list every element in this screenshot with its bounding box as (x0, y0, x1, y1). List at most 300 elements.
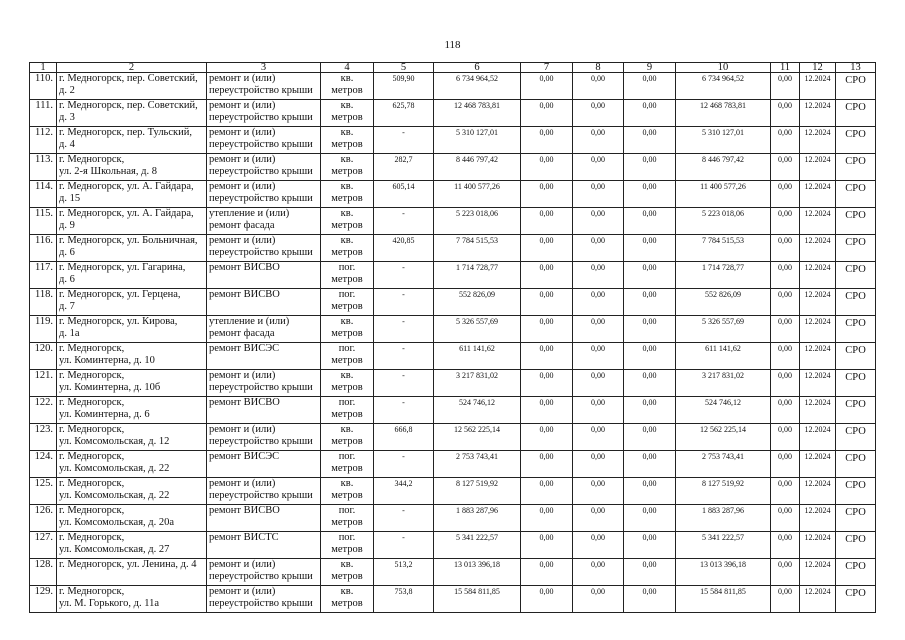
cost-col7-line: 0,00 (539, 506, 554, 515)
work-type-cell (207, 208, 321, 235)
column-header-9: 9 (624, 63, 676, 73)
address-line: г. Медногорск, (59, 397, 125, 408)
area-cell (374, 532, 434, 559)
cost-col11-line: 0,00 (778, 452, 792, 461)
row-number-line: 118. (35, 289, 53, 300)
row-number-line: 129. (34, 586, 53, 597)
cost-col11-line: 0,00 (778, 74, 792, 83)
deadline-cell (800, 505, 836, 532)
row-number-line: 127. (34, 532, 53, 543)
funding-source-line: СРО (845, 318, 866, 329)
unit-cell (321, 316, 374, 343)
cost-col10-line: 524 746,12 (705, 398, 741, 407)
address-cell (57, 289, 207, 316)
cost-col7-cell (521, 397, 573, 424)
funding-source-line: СРО (845, 372, 866, 383)
cost-col9-cell (624, 127, 676, 154)
work-type-line: ремонт ВИСЭС (209, 451, 280, 462)
work-type-line: переустройство крыши (209, 382, 313, 393)
funding-source-cell (836, 532, 876, 559)
deadline-line: 12.2024 (804, 101, 831, 110)
funding-source-cell (836, 289, 876, 316)
cost-col8-cell (573, 424, 624, 451)
deadline-line: 12.2024 (804, 263, 831, 272)
cost-col9-line: 0,00 (642, 398, 657, 407)
cost-col8-line: 0,00 (591, 560, 605, 569)
column-header-4: 4 (321, 63, 374, 73)
cost-col11-line: 0,00 (778, 290, 792, 299)
table-row (30, 343, 876, 370)
unit-cell (321, 532, 374, 559)
unit-line: кв. (340, 208, 354, 219)
total-cost-cell (434, 127, 521, 154)
row-number-line: 111. (35, 100, 53, 111)
column-number-row (30, 63, 876, 73)
page-number: 118 (444, 39, 461, 51)
address-line: д. 9 (59, 220, 75, 231)
funding-source-line: СРО (845, 345, 866, 356)
cost-col9-line: 0,00 (642, 479, 657, 488)
cost-col7-line: 0,00 (539, 74, 554, 83)
cost-col10-cell (676, 397, 771, 424)
cost-col10-cell (676, 127, 771, 154)
cost-col9-line: 0,00 (642, 587, 657, 596)
row-number-cell (30, 100, 57, 127)
area-cell (374, 262, 434, 289)
area-line: 344,2 (394, 479, 413, 488)
cost-col7-cell (521, 262, 573, 289)
cost-col8-line: 0,00 (591, 317, 605, 326)
cost-col7-line: 0,00 (539, 425, 554, 434)
unit-cell (321, 100, 374, 127)
total-cost-cell (434, 208, 521, 235)
cost-col11-cell (771, 397, 800, 424)
table-row (30, 505, 876, 532)
work-type-line: ремонт ВИСВО (209, 262, 280, 273)
area-cell (374, 208, 434, 235)
cost-col7-cell (521, 478, 573, 505)
deadline-cell (800, 235, 836, 262)
unit-cell (321, 289, 374, 316)
funding-source-cell (836, 181, 876, 208)
total-cost-cell (434, 451, 521, 478)
funding-source-cell (836, 451, 876, 478)
deadline-cell (800, 154, 836, 181)
work-type-cell (207, 424, 321, 451)
table-row (30, 586, 876, 613)
funding-source-line: СРО (845, 588, 866, 599)
cost-col11-line: 0,00 (778, 560, 792, 569)
unit-line: метров (331, 355, 363, 366)
funding-source-cell (836, 127, 876, 154)
cost-col10-line: 13 013 396,18 (700, 560, 746, 569)
deadline-cell (800, 478, 836, 505)
total-cost-line: 15 584 811,85 (454, 587, 500, 596)
row-number-cell (30, 316, 57, 343)
cost-col7-cell (521, 289, 573, 316)
area-cell (374, 397, 434, 424)
cost-col7-line: 0,00 (539, 344, 554, 353)
unit-cell (321, 478, 374, 505)
work-type-line: ремонт и (или) (209, 73, 276, 84)
cost-col10-line: 8 127 519,92 (702, 479, 744, 488)
cost-col10-cell (676, 424, 771, 451)
deadline-line: 12.2024 (804, 344, 831, 353)
deadline-cell (800, 127, 836, 154)
cost-col10-cell (676, 451, 771, 478)
table-body (30, 73, 876, 613)
total-cost-line: 12 468 783,81 (454, 101, 500, 110)
funding-source-line: СРО (845, 129, 866, 140)
address-line: г. Медногорск, пер. Советский, (59, 73, 198, 84)
cost-col9-line: 0,00 (642, 425, 657, 434)
work-type-cell (207, 343, 321, 370)
work-type-line: ремонт ВИСТС (209, 532, 279, 543)
cost-col11-cell (771, 262, 800, 289)
funding-source-cell (836, 343, 876, 370)
cost-col8-cell (573, 451, 624, 478)
row-number-cell (30, 586, 57, 613)
cost-col11-line: 0,00 (778, 344, 792, 353)
work-type-line: ремонт и (или) (209, 100, 276, 111)
cost-col11-line: 0,00 (778, 182, 792, 191)
unit-cell (321, 397, 374, 424)
work-type-cell (207, 370, 321, 397)
unit-line: кв. (340, 73, 354, 84)
address-line: г. Медногорск, ул. Герцена, (59, 289, 181, 300)
total-cost-line: 7 784 515,53 (456, 236, 498, 245)
cost-col11-cell (771, 73, 800, 100)
work-type-line: переустройство крыши (209, 193, 313, 204)
cost-col10-line: 15 584 811,85 (700, 587, 746, 596)
row-number-cell (30, 208, 57, 235)
row-number-line: 117. (35, 262, 53, 273)
area-line: 282,7 (394, 155, 413, 164)
deadline-cell (800, 208, 836, 235)
cost-col10-line: 611 141,62 (705, 344, 741, 353)
unit-line: кв. (340, 100, 354, 111)
cost-col9-line: 0,00 (642, 290, 657, 299)
cost-col11-line: 0,00 (778, 317, 792, 326)
cost-col10-cell (676, 478, 771, 505)
deadline-cell (800, 100, 836, 127)
funding-source-line: СРО (845, 237, 866, 248)
work-type-cell (207, 154, 321, 181)
cost-col9-cell (624, 586, 676, 613)
funding-source-line: СРО (845, 399, 866, 410)
row-number-cell (30, 424, 57, 451)
work-type-line: ремонт и (или) (209, 478, 276, 489)
table-row (30, 181, 876, 208)
cost-col10-line: 1 883 287,96 (702, 506, 744, 515)
cost-col10-cell (676, 343, 771, 370)
deadline-line: 12.2024 (804, 479, 831, 488)
work-type-cell (207, 235, 321, 262)
work-type-line: ремонт ВИСВО (209, 505, 280, 516)
deadline-line: 12.2024 (804, 533, 831, 542)
work-type-line: переустройство крыши (209, 598, 313, 609)
deadline-line: 12.2024 (804, 371, 831, 380)
column-header-12: 12 (800, 63, 836, 73)
cost-col7-line: 0,00 (539, 398, 554, 407)
cost-col9-line: 0,00 (642, 128, 657, 137)
work-type-cell (207, 316, 321, 343)
cost-col11-cell (771, 451, 800, 478)
unit-line: метров (331, 571, 363, 582)
cost-col11-cell (771, 289, 800, 316)
table-row (30, 235, 876, 262)
cost-col9-cell (624, 397, 676, 424)
address-line: ул. М. Горького, д. 11а (59, 598, 160, 609)
cost-col9-cell (624, 505, 676, 532)
cost-col7-cell (521, 208, 573, 235)
address-line: ул. Комсомольская, д. 12 (59, 436, 170, 447)
funding-source-line: СРО (845, 183, 866, 194)
total-cost-line: 5 341 222,57 (456, 533, 498, 542)
address-line: д. 15 (59, 193, 81, 204)
cost-col10-line: 5 310 127,01 (702, 128, 744, 137)
address-line: ул. Комсомольская, д. 22 (59, 490, 170, 501)
total-cost-cell (434, 235, 521, 262)
work-type-line: переустройство крыши (209, 112, 313, 123)
row-number-cell (30, 478, 57, 505)
total-cost-cell (434, 478, 521, 505)
total-cost-cell (434, 586, 521, 613)
total-cost-line: 5 326 557,69 (456, 317, 498, 326)
deadline-line: 12.2024 (804, 155, 831, 164)
row-number-line: 121. (34, 370, 53, 381)
unit-line: кв. (340, 235, 354, 246)
cost-col8-cell (573, 100, 624, 127)
total-cost-cell (434, 154, 521, 181)
funding-source-line: СРО (845, 210, 866, 221)
address-line: д. 3 (59, 112, 75, 123)
total-cost-cell (434, 343, 521, 370)
cost-col7-cell (521, 154, 573, 181)
address-cell (57, 478, 207, 505)
row-number-line: 124. (34, 451, 53, 462)
address-cell (57, 154, 207, 181)
deadline-line: 12.2024 (804, 398, 831, 407)
area-line: - (402, 371, 405, 380)
cost-col10-cell (676, 181, 771, 208)
address-cell (57, 505, 207, 532)
cost-col8-line: 0,00 (591, 371, 605, 380)
cost-col11-line: 0,00 (778, 101, 792, 110)
address-cell (57, 100, 207, 127)
work-type-line: ремонт и (или) (209, 586, 276, 597)
address-cell (57, 127, 207, 154)
unit-line: метров (331, 517, 363, 528)
cost-col10-cell (676, 154, 771, 181)
cost-col10-line: 3 217 831,02 (702, 371, 744, 380)
deadline-line: 12.2024 (804, 587, 831, 596)
cost-col11-line: 0,00 (778, 263, 792, 272)
funding-source-line: СРО (845, 426, 866, 437)
address-line: д. 6 (59, 247, 75, 258)
cost-col8-cell (573, 289, 624, 316)
column-header-8: 8 (573, 63, 624, 73)
cost-col7-line: 0,00 (539, 236, 554, 245)
cost-col7-line: 0,00 (539, 263, 554, 272)
cost-col8-line: 0,00 (591, 209, 605, 218)
funding-source-line: СРО (845, 534, 866, 545)
work-type-line: переустройство крыши (209, 166, 313, 177)
area-cell (374, 73, 434, 100)
total-cost-cell (434, 370, 521, 397)
repair-registry-table (29, 62, 876, 613)
row-number-cell (30, 127, 57, 154)
cost-col10-line: 12 468 783,81 (700, 101, 746, 110)
cost-col10-cell (676, 370, 771, 397)
address-line: г. Медногорск, ул. А. Гайдара, (59, 208, 194, 219)
column-header-10: 10 (676, 63, 771, 73)
cost-col11-line: 0,00 (778, 425, 792, 434)
row-number-line: 114. (35, 181, 53, 192)
total-cost-line: 5 223 018,06 (456, 209, 498, 218)
unit-line: метров (331, 220, 363, 231)
unit-line: метров (331, 85, 363, 96)
address-line: ул. Коминтерна, д. 10 (59, 355, 155, 366)
address-line: г. Медногорск, ул. А. Гайдара, (59, 181, 194, 192)
funding-source-cell (836, 262, 876, 289)
cost-col7-line: 0,00 (539, 155, 554, 164)
unit-line: кв. (340, 181, 354, 192)
cost-col9-line: 0,00 (642, 209, 657, 218)
funding-source-line: СРО (845, 264, 866, 275)
address-cell (57, 424, 207, 451)
unit-cell (321, 505, 374, 532)
cost-col7-line: 0,00 (539, 290, 554, 299)
address-line: г. Медногорск, (59, 424, 125, 435)
work-type-cell (207, 73, 321, 100)
cost-col7-cell (521, 181, 573, 208)
cost-col8-line: 0,00 (591, 398, 605, 407)
row-number-line: 113. (35, 154, 53, 165)
table-row (30, 154, 876, 181)
cost-col8-cell (573, 235, 624, 262)
cost-col11-cell (771, 586, 800, 613)
unit-line: пог. (338, 289, 356, 300)
unit-line: метров (331, 544, 363, 555)
cost-col10-line: 552 826,09 (705, 290, 741, 299)
address-line: д. 4 (59, 139, 75, 150)
deadline-line: 12.2024 (804, 128, 831, 137)
work-type-line: ремонт и (или) (209, 424, 276, 435)
cost-col9-line: 0,00 (642, 506, 657, 515)
cost-col8-line: 0,00 (591, 479, 605, 488)
area-cell (374, 235, 434, 262)
unit-line: метров (331, 409, 363, 420)
table-row (30, 316, 876, 343)
row-number-cell (30, 397, 57, 424)
deadline-cell (800, 451, 836, 478)
funding-source-cell (836, 559, 876, 586)
cost-col10-line: 7 784 515,53 (702, 236, 744, 245)
funding-source-cell (836, 370, 876, 397)
total-cost-line: 11 400 577,26 (454, 182, 500, 191)
area-line: 509,90 (392, 74, 415, 83)
unit-line: кв. (340, 316, 354, 327)
deadline-cell (800, 559, 836, 586)
unit-cell (321, 343, 374, 370)
work-type-line: ремонт и (или) (209, 559, 276, 570)
deadline-cell (800, 532, 836, 559)
unit-cell (321, 424, 374, 451)
work-type-line: переустройство крыши (209, 247, 313, 258)
work-type-cell (207, 127, 321, 154)
table-row (30, 451, 876, 478)
deadline-line: 12.2024 (804, 506, 831, 515)
deadline-line: 12.2024 (804, 425, 831, 434)
cost-col11-cell (771, 235, 800, 262)
deadline-cell (800, 586, 836, 613)
cost-col10-cell (676, 262, 771, 289)
cost-col11-line: 0,00 (778, 155, 792, 164)
unit-line: кв. (340, 478, 354, 489)
cost-col8-line: 0,00 (591, 263, 605, 272)
unit-line: кв. (340, 154, 354, 165)
cost-col8-line: 0,00 (591, 452, 605, 461)
cost-col9-cell (624, 370, 676, 397)
deadline-cell (800, 316, 836, 343)
cost-col8-cell (573, 532, 624, 559)
cost-col9-cell (624, 181, 676, 208)
cost-col11-line: 0,00 (778, 371, 792, 380)
area-cell (374, 289, 434, 316)
cost-col11-cell (771, 424, 800, 451)
row-number-line: 123. (34, 424, 53, 435)
cost-col7-cell (521, 73, 573, 100)
address-cell (57, 262, 207, 289)
cost-col10-cell (676, 586, 771, 613)
address-cell (57, 181, 207, 208)
cost-col9-cell (624, 316, 676, 343)
work-type-line: переустройство крыши (209, 571, 313, 582)
row-number-cell (30, 73, 57, 100)
area-cell (374, 127, 434, 154)
cost-col7-line: 0,00 (539, 209, 554, 218)
funding-source-cell (836, 586, 876, 613)
cost-col8-cell (573, 262, 624, 289)
work-type-line: переустройство крыши (209, 490, 313, 501)
cost-col10-cell (676, 208, 771, 235)
unit-line: метров (331, 328, 363, 339)
address-line: д. 7 (59, 301, 75, 312)
cost-col8-line: 0,00 (591, 506, 605, 515)
unit-cell (321, 586, 374, 613)
unit-line: пог. (338, 397, 356, 408)
cost-col11-line: 0,00 (778, 479, 792, 488)
funding-source-line: СРО (845, 102, 866, 113)
cost-col10-line: 2 753 743,41 (702, 452, 744, 461)
address-line: г. Медногорск, ул. Ленина, д. 4 (59, 559, 197, 570)
area-line: 666,8 (394, 425, 413, 434)
table-row (30, 397, 876, 424)
cost-col11-cell (771, 559, 800, 586)
row-number-line: 115. (35, 208, 53, 219)
funding-source-cell (836, 424, 876, 451)
unit-line: пог. (338, 343, 356, 354)
row-number-cell (30, 289, 57, 316)
column-header-11: 11 (771, 63, 800, 73)
table-row (30, 127, 876, 154)
cost-col11-cell (771, 208, 800, 235)
total-cost-line: 1 714 728,77 (456, 263, 498, 272)
table-row (30, 100, 876, 127)
deadline-line: 12.2024 (804, 182, 831, 191)
row-number-cell (30, 532, 57, 559)
